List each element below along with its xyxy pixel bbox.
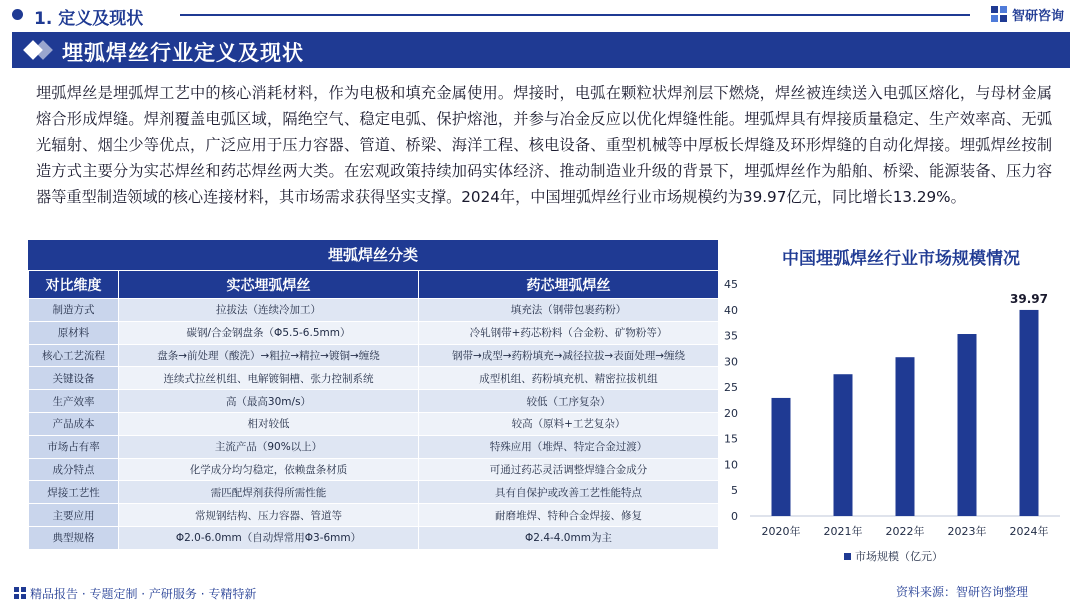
table-row	[29, 344, 719, 367]
flux-cored-wire-cell: 特殊应用（堆焊、特定合金过渡）	[419, 435, 719, 458]
header-flux-cored-wire: 药芯埋弧焊丝	[419, 271, 719, 299]
x-tick-label: 2022年	[885, 525, 925, 538]
row-dimension-cell: 原材料	[29, 321, 119, 344]
brand-name: 智研咨询	[1012, 8, 1065, 24]
data-label: 39.97	[1010, 291, 1048, 306]
table-row	[29, 367, 719, 390]
section-bullet-icon	[12, 9, 23, 20]
row-dimension-cell: 制造方式	[29, 299, 119, 322]
row-dimension-cell: 关键设备	[29, 367, 119, 390]
table-row	[29, 299, 719, 322]
y-tick-label: 40	[724, 303, 738, 317]
solid-wire-cell: 相对较低	[119, 412, 419, 435]
table-row	[29, 321, 719, 344]
market-size-bar-chart	[720, 270, 1070, 582]
flux-cored-wire-cell: 冷轧钢带+药芯粉料（合金粉、矿物粉等）	[419, 321, 719, 344]
brand-mark-icon	[990, 5, 1008, 23]
bar	[772, 398, 791, 516]
table-caption: 埋弧焊丝分类	[28, 240, 718, 270]
flux-cored-wire-cell: 填充法（钢带包裹药粉）	[419, 299, 719, 322]
flux-cored-wire-cell: 较高（原料+工艺复杂）	[419, 412, 719, 435]
x-tick-label: 2023年	[947, 525, 987, 538]
row-dimension-cell: 市场占有率	[29, 435, 119, 458]
header-solid-wire: 实芯埋弧焊丝	[119, 271, 419, 299]
table-row	[29, 435, 719, 458]
table-header-row	[29, 271, 719, 299]
row-dimension-cell: 成分特点	[29, 458, 119, 481]
bar	[896, 357, 915, 516]
solid-wire-cell: 高（最高30m/s）	[119, 390, 419, 413]
top-header	[0, 0, 1080, 30]
solid-wire-cell: 化学成分均匀稳定，依赖盘条材质	[119, 458, 419, 481]
row-dimension-cell: 产品成本	[29, 412, 119, 435]
row-dimension-cell: 主要应用	[29, 504, 119, 527]
data-source: 资料来源：智研咨询整理	[896, 585, 1029, 599]
row-dimension-cell: 生产效率	[29, 390, 119, 413]
legend-swatch	[844, 553, 851, 560]
solid-wire-cell: 连续式拉丝机组、电解镀铜槽、张力控制系统	[119, 367, 419, 390]
y-tick-label: 45	[724, 278, 738, 291]
page-banner	[12, 32, 1070, 68]
flux-cored-wire-cell: 较低（工序复杂）	[419, 390, 719, 413]
solid-wire-cell: 拉拔法（连续冷加工）	[119, 299, 419, 322]
bar	[1020, 310, 1039, 516]
comparison-table	[28, 270, 719, 550]
table-row	[29, 412, 719, 435]
flux-cored-wire-cell: 可通过药芯灵活调整焊缝合金成分	[419, 458, 719, 481]
y-tick-label: 20	[724, 406, 738, 420]
y-tick-label: 0	[731, 510, 738, 523]
table-row	[29, 504, 719, 527]
solid-wire-cell: 碳钢/合金钢盘条（Φ5.5-6.5mm）	[119, 321, 419, 344]
solid-wire-cell: 需匹配焊剂获得所需性能	[119, 481, 419, 504]
y-tick-label: 15	[724, 432, 738, 446]
flux-cored-wire-cell: 具有自保护或改善工艺性能特点	[419, 481, 719, 504]
chart-title: 中国埋弧焊丝行业市场规模情况	[782, 249, 1020, 269]
y-tick-label: 10	[724, 458, 738, 472]
bar	[834, 374, 853, 516]
solid-wire-cell: 常规钢结构、压力容器、管道等	[119, 504, 419, 527]
flux-cored-wire-cell: 钢带→成型→药粉填充→减径拉拔→表面处理→缠绕	[419, 344, 719, 367]
flux-cored-wire-cell: 耐磨堆焊、特种合金焊接、修复	[419, 504, 719, 527]
row-dimension-cell: 核心工艺流程	[29, 344, 119, 367]
row-dimension-cell: 典型规格	[29, 526, 119, 549]
header-dimension: 对比维度	[29, 271, 119, 299]
intro-paragraph: 埋弧焊丝是埋弧焊工艺中的核心消耗材料，作为电极和填充金属使用。焊接时，电弧在颗粒状焊剂层下燃烧，焊丝被连续送入电弧区熔化，与母材金属熔合形成焊缝。焊剂覆盖电弧区域，隔绝空气、稳定电弧、保护熔池，并参与冶金反应以优化焊缝性能。埋弧焊具有焊接质量稳定、生产效率高、无弧光辐射、烟尘少等优点，广泛应用于压力容器、管道、桥梁、海洋工程、核电设备、重型机械等中厚板长焊缝及环形焊缝的自动化焊接。埋弧焊丝按制造方式主要分为实芯焊丝和药芯焊丝两大类。在宏观政策持续加码实体经济、推动制造业升级的背景下，埋弧焊丝作为船舶、桥梁、能源装备、压力容器等重型制造领域的核心连接材料，其市场需求获得坚实支撑。2024年，中国埋弧焊丝行业市场规模约为39.97亿元，同比增长13.29%。	[36, 84, 1052, 206]
y-tick-label: 25	[724, 381, 738, 395]
solid-wire-cell: 主流产品（90%以上）	[119, 435, 419, 458]
x-tick-label: 2020年	[761, 525, 801, 538]
table-row	[29, 481, 719, 504]
footer	[0, 582, 1080, 604]
table-row	[29, 458, 719, 481]
solid-wire-cell: 盘条→前处理（酸洗）→粗拉→精拉→镀铜→缠绕	[119, 344, 419, 367]
table-row	[29, 526, 719, 549]
x-tick-label: 2024年	[1009, 525, 1049, 538]
y-tick-label: 30	[724, 355, 738, 369]
y-tick-label: 35	[724, 329, 738, 343]
footer-tagline: 精品报告 · 专题定制 · 产研服务 · 专精特新	[30, 587, 257, 601]
classification-table	[28, 240, 718, 550]
flux-cored-wire-cell: 成型机组、药粉填充机、精密拉拔机组	[419, 367, 719, 390]
table-row	[29, 390, 719, 413]
solid-wire-cell: Φ2.0-6.0mm（自动焊常用Φ3-6mm）	[119, 526, 419, 549]
x-tick-label: 2021年	[823, 525, 863, 538]
legend-label: 市场规模（亿元）	[855, 550, 943, 563]
y-tick-label: 5	[731, 484, 738, 498]
section-title: 1. 定义及现状	[34, 9, 144, 29]
grid-icon	[14, 587, 26, 599]
bar	[958, 334, 977, 516]
flux-cored-wire-cell: Φ2.4-4.0mm为主	[419, 526, 719, 549]
brand-logo	[990, 4, 1064, 24]
page-title: 埋弧焊丝行业定义及现状	[62, 41, 304, 65]
row-dimension-cell: 焊接工艺性	[29, 481, 119, 504]
header-divider	[180, 14, 970, 16]
